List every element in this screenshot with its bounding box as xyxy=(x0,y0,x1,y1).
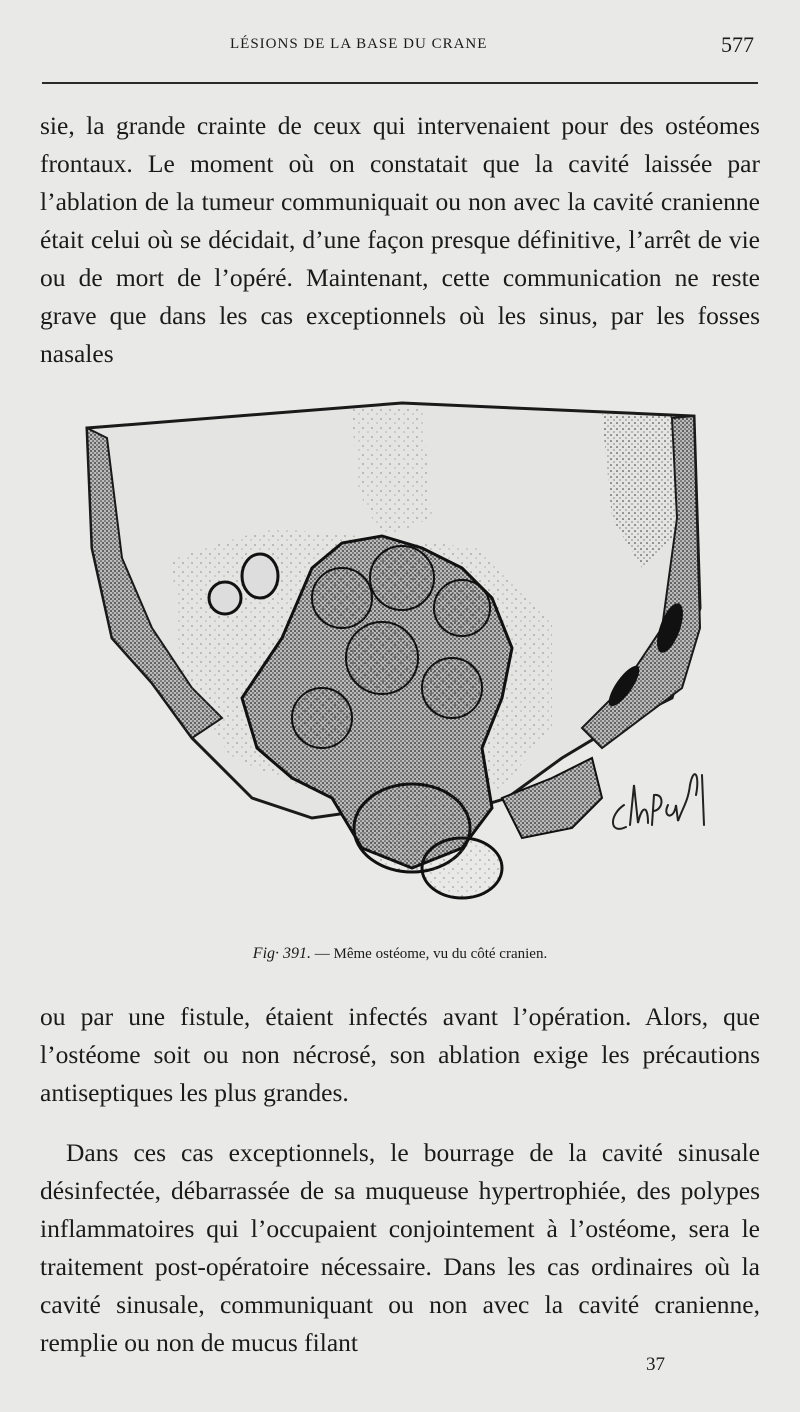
signature xyxy=(604,745,714,845)
handwritten-signature xyxy=(604,745,714,845)
paragraph-text: ou par une fistule, étaient infectés avant l’opération. Alors, que l’ostéome soit ou non nécrosé, son ablation exige les précautions antiseptiques les plus grandes. xyxy=(40,1002,760,1107)
page-number: 577 xyxy=(721,32,754,57)
signature-mark: 37 xyxy=(646,1354,665,1375)
paragraph xyxy=(40,998,760,1112)
figure-caption-text: — Même ostéome, vu du côté cranien. xyxy=(314,946,548,962)
paragraph xyxy=(40,1134,760,1362)
figure-label: Fig· 391. xyxy=(252,945,312,962)
paragraph-text: sie, la grande crainte de ceux qui intervenaient pour des ostéomes frontaux. Le moment où on constatait que la cavité laissée par l’ablation de la tumeur communiquait ou non avec la cavité cranienne était celui où se décidait, d’une façon presque définitive, l’arrêt de vie ou de mort de l’opéré. Maintenant, cette communication ne reste grave que dans les cas exceptionnels où les sinus, par les fosses nasales xyxy=(40,111,760,368)
paragraph-text: Dans ces cas exceptionnels, le bourrage de la cavité sinusale désinfectée, débarrassée de sa muqueuse hypertrophiée, des polypes inflammatoires qui l’occupaient conjointement à l’ostéome, sera le traitement post-opératoire nécessaire. Dans les cas ordinaires où la cavité sinusale, communiquant ou non avec la cavité cranienne, remplie ou non de mucus filant xyxy=(40,1138,760,1357)
osteoma-engraving xyxy=(82,398,722,943)
running-head xyxy=(40,32,760,62)
header-rule xyxy=(42,82,758,84)
figure-caption xyxy=(40,945,760,963)
figure-illustration xyxy=(82,398,722,943)
paragraph-continued xyxy=(40,107,760,373)
running-title: LÉSIONS DE LA BASE DU CRANE xyxy=(230,36,488,52)
